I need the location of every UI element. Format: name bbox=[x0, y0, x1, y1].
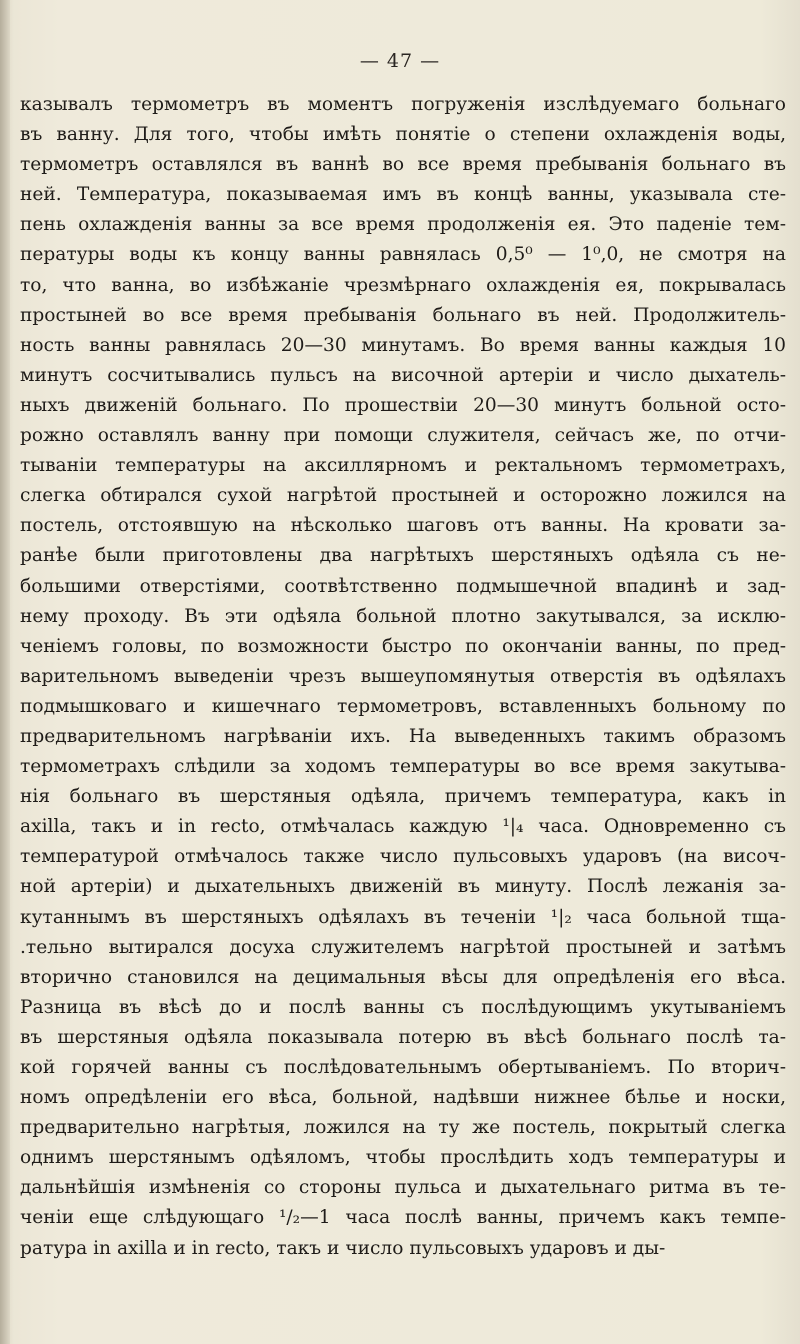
text-line: подмышковаго и кишечнаго термометровъ, вставленныхъ больному по bbox=[20, 695, 786, 717]
text-line: .тельно вытирался досуха служителемъ нагрѣтой простыней и затѣмъ bbox=[20, 936, 786, 958]
text-line: казывалъ термометръ въ моментъ погруженія изслѣдуемаго больнаго bbox=[20, 94, 786, 115]
text-line: ченіи еще слѣдующаго ¹/₂—1 часа послѣ ванны, причемъ какъ темпе- bbox=[20, 1207, 786, 1229]
text-line: кой горячей ванны съ послѣдовательнымъ обертываніемъ. По вторич- bbox=[20, 1057, 786, 1078]
text-line: кутаннымъ въ шерстяныхъ одѣялахъ въ теченіи ¹|₂ часа больной тща- bbox=[20, 906, 786, 928]
text-line: вторично становился на децимальныя вѣсы для опредѣленія его вѣса. bbox=[20, 966, 786, 988]
text-line: ранѣе были приготовлены два нагрѣтыхъ шерстяныхъ одѣяла съ не- bbox=[20, 545, 786, 567]
text-line: ратура in axilla и in recto, такъ и число пульсовыхъ ударовъ и ды- bbox=[20, 1237, 666, 1259]
page-binding-edge bbox=[0, 0, 10, 1344]
text-line: простыней во все время пребыванія больнаго въ ней. Продолжитель- bbox=[20, 304, 786, 326]
page-number: — 47 — bbox=[359, 50, 441, 72]
text-line: варительномъ выведеніи чрезъ вышеупомянутыя отверстія въ одѣялахъ bbox=[20, 665, 786, 687]
text-line: номъ опредѣленіи его вѣса, больной, надѣвши нижнее бѣлье и носки, bbox=[20, 1087, 786, 1109]
text-line: термометръ оставлялся въ ваннѣ во все время пребыванія больнаго въ bbox=[20, 154, 786, 176]
text-line: ченіемъ головы, по возможности быстро по окончаніи ванны, по пред- bbox=[20, 635, 786, 657]
text-line: предварительно нагрѣтыя, ложился на ту же постель, покрытый слегка bbox=[20, 1117, 786, 1139]
text-line: большими отверстіями, соотвѣтственно подмышечной впадинѣ и зад- bbox=[20, 575, 786, 597]
text-line: тываніи температуры на аксиллярномъ и ректальномъ термометрахъ, bbox=[20, 455, 786, 477]
text-line: нія больнаго въ шерстяныя одѣяла, причемъ температура, какъ in bbox=[20, 786, 786, 808]
text-line: ной артеріи) и дыхательныхъ движеній въ минуту. Послѣ лежанія за- bbox=[20, 876, 786, 898]
text-line: то, что ванна, во избѣжаніе чрезмѣрнаго охлажденія ея, покрывалась bbox=[20, 274, 786, 296]
text-line: ность ванны равнялась 20—30 минутамъ. Во время ванны каждыя 10 bbox=[20, 334, 786, 356]
text-line: слегка обтирался сухой нагрѣтой простыней и осторожно ложился на bbox=[20, 485, 786, 507]
text-line: ныхъ движеній больнаго. По прошествіи 20—30 минутъ больной осто- bbox=[20, 394, 786, 416]
text-line: нему проходу. Въ эти одѣяла больной плотно закутывался, за исклю- bbox=[20, 605, 786, 627]
text-line: рожно оставлялъ ванну при помощи служителя, сейчасъ же, по отчи- bbox=[20, 425, 786, 447]
text-line: Разница въ вѣсѣ до и послѣ ванны съ послѣдующимъ укутываніемъ bbox=[20, 996, 786, 1018]
text-line: въ ванну. Для того, чтобы имѣть понятіе о степени охлажденія воды, bbox=[20, 124, 786, 146]
text-line: пень охлажденія ванны за все время продолженія ея. Это паденіе тем- bbox=[20, 214, 786, 236]
body-text bbox=[20, 90, 786, 1264]
text-line: въ шерстяныя одѣяла показывала потерю въ вѣсѣ больнаго послѣ та- bbox=[20, 1026, 786, 1048]
text-line: температурой отмѣчалось также число пульсовыхъ ударовъ (на височ- bbox=[20, 846, 786, 868]
text-line: предварительномъ нагрѣваніи ихъ. На выведенныхъ такимъ образомъ bbox=[20, 725, 786, 747]
text-line: ней. Температура, показываемая имъ въ концѣ ванны, указывала сте- bbox=[20, 184, 786, 206]
text-line: пературы воды къ концу ванны равнялась 0,5⁰ — 1⁰,0, не смотря на bbox=[20, 244, 786, 266]
text-line: дальнѣйшія измѣненія со стороны пульса и дыхательнаго ритма въ те- bbox=[20, 1177, 786, 1199]
text-line: однимъ шерстянымъ одѣяломъ, чтобы прослѣдить ходъ температуры и bbox=[20, 1147, 786, 1169]
text-line: термометрахъ слѣдили за ходомъ температуры во все время закутыва- bbox=[20, 756, 786, 778]
text-line: постель, отстоявшую на нѣсколько шаговъ отъ ванны. На кровати за- bbox=[20, 515, 786, 537]
text-line: минутъ сосчитывались пульсъ на височной артеріи и число дыхатель- bbox=[20, 364, 786, 386]
text-line: axilla, такъ и in recto, отмѣчалась каждую ¹|₄ часа. Одновременно съ bbox=[20, 816, 786, 838]
